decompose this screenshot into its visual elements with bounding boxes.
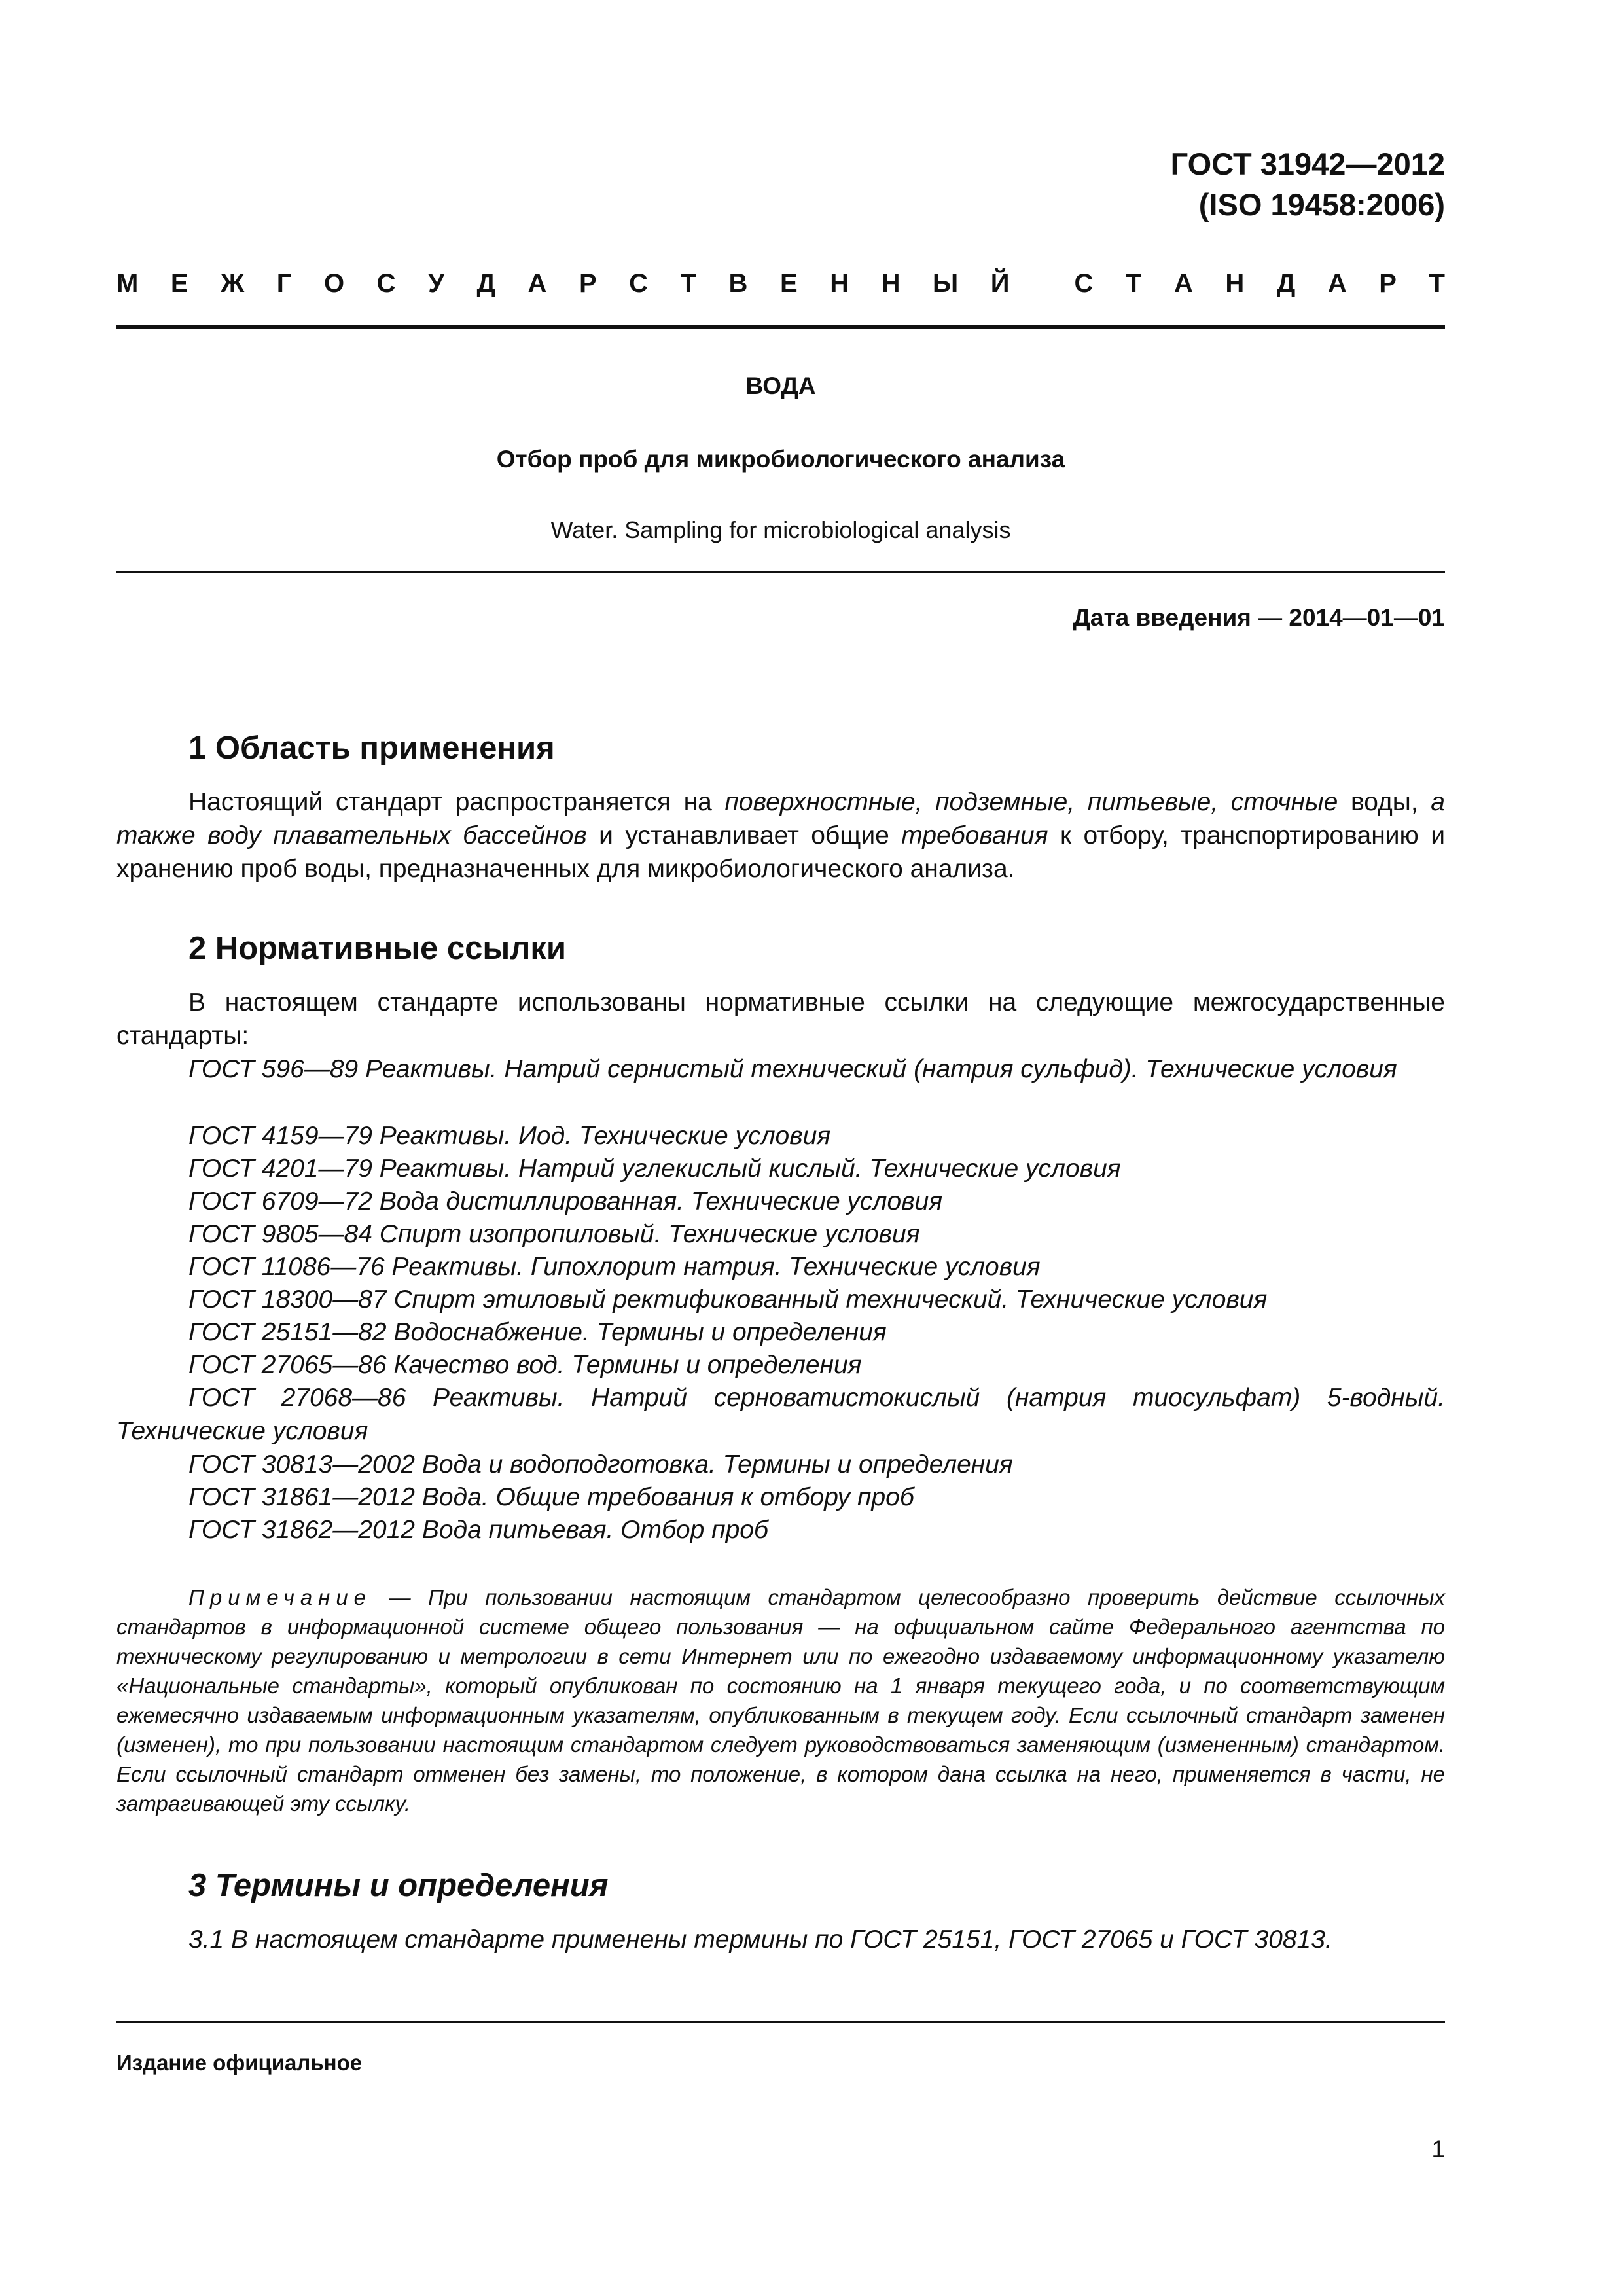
scope-text: Настоящий стандарт распространяется на	[188, 788, 725, 816]
banner-letter: О	[323, 269, 345, 298]
scope-text: воды,	[1338, 788, 1431, 816]
reference-item: ГОСТ 4159—79 Реактивы. Иод. Технические условия	[188, 1122, 831, 1150]
reference-item: ГОСТ 18300—87 Спирт этиловый ректификованный технический. Технические условия	[188, 1285, 1268, 1314]
document-page	[116, 0, 1445, 2296]
document-number-block	[921, 144, 1445, 225]
introduction-date: Дата введения — 2014—01—01	[1073, 604, 1445, 631]
scope-emphasis: требования	[901, 821, 1048, 850]
banner-letter: Д	[476, 269, 495, 298]
scope-text: к отбору, транспортированию и хранению проб воды, предназначенных для микробиологического анализа.	[116, 821, 1446, 883]
scope-text: и устанавливает общие	[586, 821, 902, 850]
banner-letter: Г	[276, 269, 292, 298]
section-heading-normative-refs: 2 Нормативные ссылки	[188, 931, 566, 966]
iso-number: (ISO 19458:2006)	[1198, 187, 1445, 222]
document-title: ВОДА	[745, 372, 816, 399]
document-subtitle: Отбор проб для микробиологического анализа	[496, 446, 1065, 473]
banner-letter: А	[1173, 269, 1193, 298]
banner-letter: С	[1074, 269, 1094, 298]
header-divider	[116, 325, 1445, 329]
banner-letter: Н	[881, 269, 901, 298]
reference-item: ГОСТ 31862—2012 Вода питьевая. Отбор проб	[188, 1516, 768, 1544]
note-label: Примечание	[188, 1585, 372, 1609]
banner-letter: С	[376, 269, 396, 298]
banner-letter: А	[527, 269, 547, 298]
official-edition-label: Издание официальное	[116, 2051, 363, 2075]
banner-letter: Р	[579, 269, 597, 298]
normative-refs-intro: В настоящем стандарте использованы нормативные ссылки на следующие межгосударственные стандарты:	[116, 988, 1445, 1050]
english-title: Water. Sampling for microbiological analysis	[550, 516, 1011, 543]
page-number: 1	[1431, 2136, 1445, 2162]
banner-letter: Р	[1379, 269, 1397, 298]
scope-emphasis: поверхностные, подземные, питьевые, сточные	[724, 788, 1338, 816]
reference-item: ГОСТ 596—89 Реактивы. Натрий сернистый технический (натрия сульфид). Технические условия	[188, 1055, 1397, 1083]
note-text: — При пользовании настоящим стандартом целесообразно проверить действие ссылочных стандартов в информационной системе общего пользования — на официальном сайте Федерального агентства по техническому регулированию и метрологии в сети Интернет или по ежегодно издаваемому информационному указателю «Национальные стандарты», который опубликован по состоянию на 1 января текущего года, и по соответствующим ежемесячно издаваемым информационным указателям, опубликованным в текущем году. Если ссылочный стандарт заменен (изменен), то при пользовании настоящим стандартом следует руководствоваться заменяющим (измененным) стандартом. Если ссылочный стандарт отменен без замены, то положение, в котором дана ссылка на него, применяется в части, не затрагивающей эту ссылку.	[116, 1585, 1445, 1816]
banner-letter: В	[728, 269, 748, 298]
banner-letter: Е	[170, 269, 188, 298]
reference-item: ГОСТ 30813—2002 Вода и водоподготовка. Термины и определения	[188, 1450, 1013, 1479]
note-block	[116, 1583, 1445, 1818]
scope-emphasis: а также воду плавательных бассейнов	[116, 788, 1445, 850]
reference-item: ГОСТ 25151—82 Водоснабжение. Термины и определения	[188, 1318, 887, 1346]
banner-letter: Е	[779, 269, 798, 298]
footer-divider	[116, 2021, 1445, 2023]
banner-letter: Ж	[221, 269, 245, 298]
reference-item: ГОСТ 6709—72 Вода дистиллированная. Технические условия	[188, 1187, 943, 1215]
banner-letter: А	[1327, 269, 1347, 298]
reference-item: ГОСТ 27065—86 Качество вод. Термины и определения	[188, 1351, 862, 1379]
reference-item: ГОСТ 4201—79 Реактивы. Натрий углекислый кислый. Технические условия	[188, 1155, 1121, 1183]
reference-item: ГОСТ 11086—76 Реактивы. Гипохлорит натрия. Технические условия	[188, 1253, 1041, 1281]
banner-letter: Ы	[933, 269, 959, 298]
banner-letter: У	[428, 269, 444, 298]
banner-letter: Н	[1225, 269, 1245, 298]
scope-paragraph	[116, 785, 1445, 886]
banner-letter: Н	[830, 269, 849, 298]
banner-letter: Й	[990, 269, 1010, 298]
banner-letter: М	[116, 269, 139, 298]
terms-item: 3.1 В настоящем стандарте применены термины по ГОСТ 25151, ГОСТ 27065 и ГОСТ 30813.	[188, 1926, 1332, 1954]
banner-letter: С	[629, 269, 649, 298]
interstate-standard-banner	[116, 267, 1445, 300]
title-divider	[116, 571, 1445, 573]
section-heading-terms: 3 Термины и определения	[188, 1868, 609, 1903]
reference-item: ГОСТ 27068—86 Реактивы. Натрий серноватистокислый (натрия тиосульфат) 5-водный. Технические условия	[116, 1384, 1445, 1445]
banner-letter: Т	[1429, 269, 1445, 298]
gost-number: ГОСТ 31942—2012	[1170, 147, 1445, 181]
banner-letter: Т	[680, 269, 697, 298]
section-heading-scope: 1 Область применения	[188, 730, 555, 766]
reference-item: ГОСТ 31861—2012 Вода. Общие требования к отбору проб	[188, 1483, 914, 1511]
reference-item: ГОСТ 9805—84 Спирт изопропиловый. Технические условия	[188, 1220, 920, 1248]
banner-letter: Д	[1276, 269, 1296, 298]
banner-letter: Т	[1125, 269, 1142, 298]
